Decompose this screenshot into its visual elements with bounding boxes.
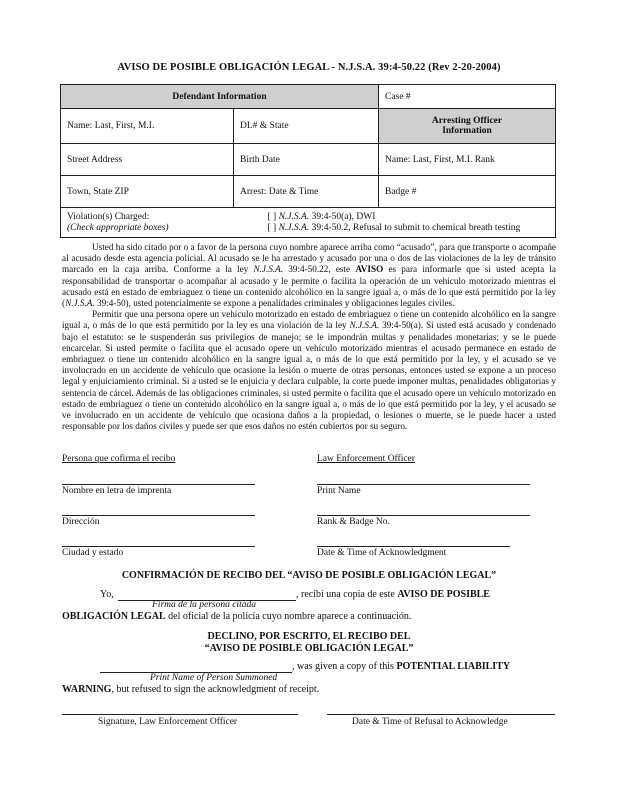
decline-heading-1: DECLINO, POR ESCRITO, EL RECIBO DEL (207, 631, 411, 642)
notice-paragraph-2: Permitir que una persona opere un vehículo motorizado en estado de embriaguez o tiene un contenido alcohólico en la sangre igual a, o más de lo que está permitido por la ley es una violación de la ley N.J.S.A. 39:4-50(a). Si usted está acusado y condenado bajo el estatuto: se le suspenderán sus privilegios de manejo; se le impondrán multas y penalidades monetarias; y se le puede encarcelar. Si usted permite o facilita que el acusado opere un vehículo motorizado mientras el acusado permanece en estado de embriaguez o tiene un contenido alcohólico en la sangre igual a, o más de lo que está permitido por la ley, y el acusado se ve involucrado en un accidente de vehículo que ocasione la lesión o muerte de otras personas, entonces usted se expone a un proceso legal y enjuiciamiento criminal. Si a usted se le enjuicia y declara culpable, la corte puede imponer multas, penalidades obligatorias y sentencia de cárcel. Además de las obligaciones criminales, si usted permite o facilita que el acusado opere un vehículo motorizado en estado de embriaguez o tiene un contenido alcohólico en la sangre igual a, o más de lo que está permitido por la ley, y el acusado se ve involucrado en un accidente de vehículo que ocasiona daños a la propiedad, o lesiones o muerte, se le puede hacer a usted responsable por los daños civiles y puede ser que esos daños no estén cubiertos por su seguro. (62, 309, 556, 432)
officer-rank-badge-line[interactable] (317, 515, 530, 516)
violation-label: Violation(s) Charged: (67, 211, 150, 222)
officer-print-name-label: Print Name (317, 486, 361, 496)
refusal-datetime-label: Date & Time of Refusal to Acknowledge (352, 717, 508, 727)
yo-label: Yo, (100, 589, 114, 600)
dl-state-field: DL# & State (234, 109, 379, 144)
town-state-zip-field: Town, State ZIP (61, 176, 234, 208)
recipient-signature-label: Firma de la persona citada (152, 600, 256, 610)
defendant-info-header: Defendant Information (61, 85, 379, 109)
recipient-print-name-line[interactable] (62, 484, 255, 485)
badge-number-field: Badge # (379, 176, 556, 208)
refusal-statute: N.J.S.A. (278, 222, 310, 233)
birth-date-field: Birth Date (234, 144, 379, 176)
officer-datetime-line[interactable] (317, 546, 510, 547)
confirmation-heading: CONFIRMACIÓN DE RECIBO DEL “AVISO DE POSIBLE OBLIGACIÓN LEGAL” (121, 570, 497, 581)
information-table (60, 84, 556, 238)
notice-body (62, 242, 556, 432)
violation-label-cell (61, 208, 234, 238)
refusal-datetime-line[interactable] (327, 714, 555, 715)
recipient-city-line[interactable] (62, 546, 255, 547)
form-title: AVISO DE POSIBLE OBLIGACIÓN LEGAL - N.J.S.A. 39:4-50.22 (Rev 2-20-2004) (117, 62, 501, 73)
officer-datetime-label: Date & Time of Acknowledgment (317, 548, 447, 558)
dwi-checkbox[interactable]: [ ] (267, 211, 277, 222)
street-address-field: Street Address (61, 144, 234, 176)
decline-heading-2: “AVISO DE POSIBLE OBLIGACIÓN LEGAL” (204, 643, 414, 654)
dwi-statute: N.J.S.A. (278, 211, 310, 222)
officer-name-field: Name: Last, First, M.I. Rank (379, 144, 556, 176)
violation-hint: (Check appropriate boxes) (67, 222, 169, 233)
summoned-name-label: Print Name of Person Summoned (150, 673, 278, 683)
recipient-header: Persona que cofirma el recibo (62, 454, 176, 464)
refusal-checkbox[interactable]: [ ] (267, 222, 277, 233)
recipient-address-line[interactable] (62, 515, 255, 516)
officer-header-line2: Information (442, 126, 492, 136)
confirmation-text: , recibí una copia de este AVISO DE POSIBLE (296, 589, 490, 600)
officer-header-line1: Arresting Officer (431, 116, 503, 126)
arresting-officer-header (379, 109, 556, 144)
decline-text-2: WARNING, but refused to sign the acknowledgment of receipt. (62, 684, 320, 695)
officer-signature-line[interactable] (62, 714, 298, 715)
confirmation-text-2: OBLIGACIÓN LEGAL del oficial de la policía cuyo nombre aparece a continuación. (62, 611, 412, 622)
recipient-address-label: Dirección (62, 517, 100, 527)
officer-header: Law Enforcement Officer (317, 454, 415, 464)
recipient-print-name-label: Nombre en letra de imprenta (62, 486, 172, 496)
recipient-city-label: Ciudad y estado (62, 548, 124, 558)
notice-paragraph-1: Usted ha sido citado por o a favor de la persona cuyo nombre aparece arriba como “acusado”, para que transporte o acompañe al acusado desde esta agencia policial. Al acusado se le ha arrestado y acusado por una o dos de las violaciones de la ley de tránsito marcado en la caja arriba. Conforme a la ley N.J.S.A. 39:4-50.22, este AVISO es para informarle que si usted acepta la responsabilidad de transportar o acompañar al acusado y le permite o facilita la operación de un vehículo motorizado mientras el acusado está en estado de embriaguez o tiene un contenido alcohólico en la sangre igual a, o más de lo que está permitido por la ley (N.J.S.A. 39:4-50), usted potencialmente se expone a penalidades criminales y obligaciones legales civiles. (62, 242, 556, 309)
officer-print-name-line[interactable] (317, 484, 530, 485)
defendant-name-field: Name: Last, First, M.I. (61, 109, 234, 144)
case-number-field: Case # (379, 85, 556, 109)
officer-rank-badge-label: Rank & Badge No. (317, 517, 390, 527)
officer-signature-label: Signature, Law Enforcement Officer (98, 717, 238, 727)
dwi-option-label: 39:4-50(a), DWI (311, 211, 376, 222)
arrest-date-time-field: Arrest: Date & Time (234, 176, 379, 208)
decline-text: , was given a copy of this POTENTIAL LIABILITY (292, 661, 511, 672)
violation-options (234, 208, 556, 238)
refusal-option-label: 39:4-50.2, Refusal to submit to chemical breath testing (311, 222, 521, 233)
